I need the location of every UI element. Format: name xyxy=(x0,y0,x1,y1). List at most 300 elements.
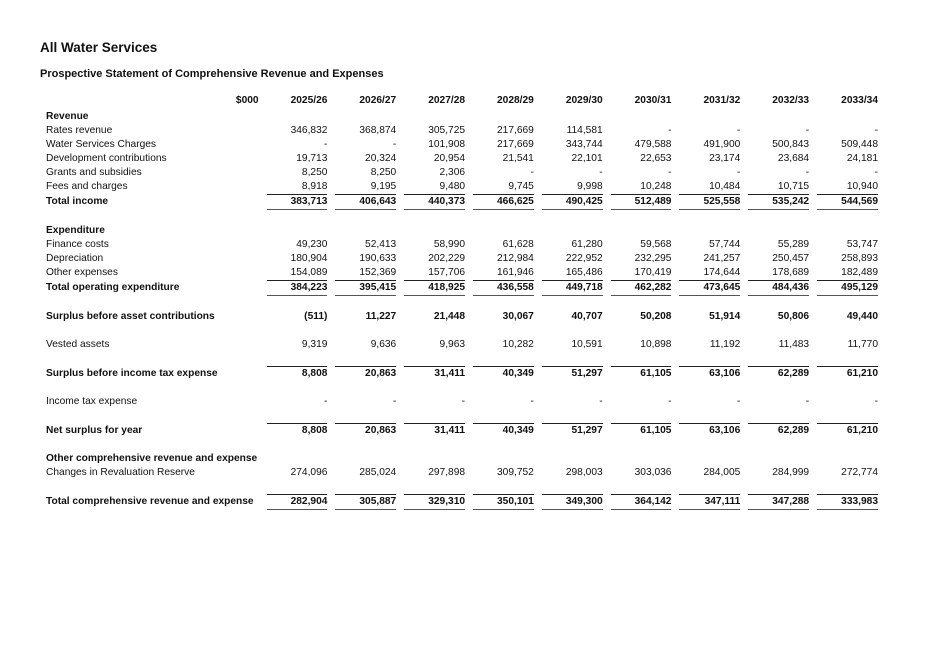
value-cell xyxy=(536,438,605,452)
value-cell xyxy=(398,480,467,494)
value-cell xyxy=(673,194,742,210)
value-cell xyxy=(467,452,536,466)
value-text: 10,715 xyxy=(777,181,810,192)
value-cell xyxy=(398,423,467,438)
value-text: 61,628 xyxy=(502,239,534,250)
value-text: 154,089 xyxy=(290,267,328,278)
spacer-row xyxy=(42,438,880,452)
value-cell xyxy=(536,110,605,124)
value-text xyxy=(673,409,740,423)
value-cell xyxy=(605,110,674,124)
value-text: 40,349 xyxy=(473,366,534,381)
value-cell xyxy=(605,324,674,338)
value-cell xyxy=(467,194,536,210)
value-text: 329,310 xyxy=(404,494,465,510)
value-cell xyxy=(605,238,674,252)
value-cell xyxy=(467,466,536,480)
value-cell xyxy=(398,352,467,366)
value-cell xyxy=(673,296,742,310)
value-text xyxy=(536,409,603,423)
value-text: 174,644 xyxy=(703,267,741,278)
value-text: 284,999 xyxy=(772,467,810,478)
value-cell xyxy=(467,338,536,352)
value-cell xyxy=(536,238,605,252)
value-text: 21,448 xyxy=(433,311,466,322)
value-cell xyxy=(811,224,880,238)
value-text: 10,591 xyxy=(571,339,603,350)
value-text: - xyxy=(599,396,603,407)
value-cell xyxy=(261,395,330,409)
value-cell xyxy=(398,338,467,352)
value-cell xyxy=(329,452,398,466)
value-text: 418,925 xyxy=(404,280,465,296)
row-rates-revenue xyxy=(42,124,880,138)
value-cell xyxy=(742,180,811,194)
value-text xyxy=(536,224,603,238)
value-text: 190,633 xyxy=(359,253,397,264)
value-cell xyxy=(467,352,536,366)
row-water-services-charges xyxy=(42,138,880,152)
value-text xyxy=(467,210,534,224)
value-cell xyxy=(536,224,605,238)
value-text xyxy=(605,381,672,395)
value-cell xyxy=(673,266,742,280)
value-text xyxy=(605,409,672,423)
value-text xyxy=(536,452,603,466)
value-cell xyxy=(536,452,605,466)
value-cell xyxy=(536,395,605,409)
value-text xyxy=(329,381,396,395)
value-cell xyxy=(261,124,330,138)
value-text: 8,918 xyxy=(301,181,328,192)
value-cell xyxy=(261,180,330,194)
value-cell xyxy=(398,381,467,395)
value-cell xyxy=(536,466,605,480)
value-text: - xyxy=(874,396,878,407)
value-cell xyxy=(536,409,605,423)
value-text xyxy=(329,224,396,238)
value-text xyxy=(261,324,328,338)
value-text: - xyxy=(736,167,741,178)
value-cell xyxy=(742,352,811,366)
value-cell xyxy=(605,166,674,180)
value-cell xyxy=(811,180,880,194)
value-cell xyxy=(673,138,742,152)
value-cell xyxy=(811,480,880,494)
value-text: 51,914 xyxy=(709,311,741,322)
value-text: - xyxy=(668,167,672,178)
value-cell xyxy=(605,152,674,166)
value-cell xyxy=(605,338,674,352)
value-text xyxy=(467,110,534,124)
value-cell xyxy=(536,138,605,152)
value-cell xyxy=(742,310,811,324)
value-text: 212,984 xyxy=(497,253,534,264)
value-text xyxy=(261,381,328,395)
value-cell xyxy=(536,381,605,395)
value-text xyxy=(398,438,465,452)
value-cell xyxy=(329,180,398,194)
value-text xyxy=(536,324,603,338)
value-cell xyxy=(261,452,330,466)
value-cell xyxy=(467,166,536,180)
value-text: 509,448 xyxy=(841,139,878,150)
value-cell xyxy=(742,423,811,438)
value-text: 157,706 xyxy=(428,267,466,278)
value-cell xyxy=(329,296,398,310)
value-text xyxy=(673,210,740,224)
value-cell xyxy=(261,480,330,494)
value-text: 30,067 xyxy=(502,311,534,322)
value-cell xyxy=(605,352,674,366)
value-cell xyxy=(467,366,536,381)
value-cell xyxy=(329,466,398,480)
row-fees-and-charges xyxy=(42,180,880,194)
value-text xyxy=(261,438,328,452)
row-revenue xyxy=(42,110,880,124)
value-cell xyxy=(742,152,811,166)
row-income-tax-expense xyxy=(42,395,880,409)
value-text: - xyxy=(805,125,810,136)
value-text xyxy=(742,438,809,452)
value-cell xyxy=(329,395,398,409)
value-cell xyxy=(673,324,742,338)
value-cell xyxy=(811,252,880,266)
value-text: 406,643 xyxy=(335,194,396,210)
value-text: 484,436 xyxy=(748,280,809,296)
value-text: 343,744 xyxy=(565,139,603,150)
value-cell xyxy=(261,409,330,423)
value-text: 9,319 xyxy=(301,339,328,350)
value-text: 535,242 xyxy=(748,194,809,210)
value-cell xyxy=(536,494,605,510)
value-text: 8,808 xyxy=(267,366,328,381)
value-text xyxy=(467,381,534,395)
value-cell xyxy=(605,452,674,466)
value-cell xyxy=(329,210,398,224)
row-vested-assets xyxy=(42,338,880,352)
value-cell xyxy=(329,138,398,152)
value-text xyxy=(605,324,672,338)
value-text: 61,210 xyxy=(817,366,878,381)
value-text: 53,747 xyxy=(846,239,878,250)
row-label: Changes in Revaluation Reserve xyxy=(46,467,195,478)
value-text xyxy=(811,409,878,423)
value-text xyxy=(811,224,878,238)
value-cell xyxy=(398,152,467,166)
row-label xyxy=(42,210,261,224)
value-cell xyxy=(536,366,605,381)
value-text xyxy=(673,438,740,452)
value-text xyxy=(742,324,809,338)
value-cell xyxy=(467,110,536,124)
value-text xyxy=(605,110,672,124)
spacer-row xyxy=(42,480,880,494)
row-label: Fees and charges xyxy=(46,181,128,192)
row-label: Finance costs xyxy=(46,239,109,250)
value-text: - xyxy=(668,125,672,136)
value-text xyxy=(673,381,740,395)
value-text: 52,413 xyxy=(365,239,397,250)
value-cell xyxy=(329,166,398,180)
value-text xyxy=(329,452,396,466)
value-text xyxy=(742,296,809,310)
value-text xyxy=(811,480,878,494)
value-text: 20,324 xyxy=(365,153,397,164)
value-cell xyxy=(261,266,330,280)
value-cell xyxy=(398,438,467,452)
value-cell xyxy=(467,409,536,423)
value-text: - xyxy=(392,396,397,407)
value-cell xyxy=(742,238,811,252)
value-cell xyxy=(398,138,467,152)
value-cell xyxy=(398,366,467,381)
value-text: 202,229 xyxy=(428,253,466,264)
value-text xyxy=(742,381,809,395)
value-text: 63,106 xyxy=(679,366,740,381)
value-cell xyxy=(605,466,674,480)
value-cell xyxy=(742,395,811,409)
value-text: - xyxy=(392,139,397,150)
value-text: 31,411 xyxy=(404,423,465,438)
value-cell xyxy=(398,166,467,180)
value-cell xyxy=(329,423,398,438)
value-text: 20,863 xyxy=(335,366,396,381)
value-cell xyxy=(811,280,880,296)
spacer-row xyxy=(42,296,880,310)
value-cell xyxy=(398,324,467,338)
value-text xyxy=(261,480,328,494)
value-cell xyxy=(467,494,536,510)
value-text: 23,174 xyxy=(709,153,741,164)
value-cell xyxy=(467,266,536,280)
value-cell xyxy=(605,266,674,280)
row-label: Depreciation xyxy=(46,253,104,264)
value-text xyxy=(261,409,328,423)
value-cell xyxy=(811,310,880,324)
value-cell xyxy=(811,409,880,423)
value-text: 232,295 xyxy=(634,253,672,264)
value-cell xyxy=(261,324,330,338)
row-label: Other expenses xyxy=(46,267,118,278)
value-text xyxy=(811,381,878,395)
value-cell xyxy=(811,296,880,310)
value-cell xyxy=(467,381,536,395)
statement-subtitle: Prospective Statement of Comprehensive Revenue and Expenses xyxy=(40,68,384,80)
value-text: 61,105 xyxy=(611,423,672,438)
value-text xyxy=(398,110,465,124)
value-cell xyxy=(467,152,536,166)
value-text xyxy=(536,438,603,452)
value-text: 466,625 xyxy=(473,194,534,210)
value-cell xyxy=(536,124,605,138)
value-text: 9,195 xyxy=(370,181,397,192)
year-header: 2025/26 xyxy=(290,95,328,106)
value-cell xyxy=(261,280,330,296)
value-cell xyxy=(467,324,536,338)
value-cell xyxy=(673,338,742,352)
value-text: 544,569 xyxy=(817,194,878,210)
value-text xyxy=(605,352,672,366)
value-text: 305,887 xyxy=(335,494,396,510)
value-text: 62,289 xyxy=(748,366,809,381)
value-cell xyxy=(811,238,880,252)
value-text xyxy=(467,480,534,494)
row-label: Total comprehensive revenue and expense xyxy=(46,496,254,507)
value-cell xyxy=(605,124,674,138)
value-cell xyxy=(742,138,811,152)
value-cell xyxy=(673,124,742,138)
value-cell xyxy=(673,409,742,423)
value-text: 8,808 xyxy=(267,423,328,438)
value-cell xyxy=(811,494,880,510)
value-text: 11,227 xyxy=(365,311,397,322)
value-text: 384,223 xyxy=(267,280,328,296)
value-text: - xyxy=(530,396,534,407)
row-label: Surplus before income tax expense xyxy=(46,367,218,379)
value-text: 347,111 xyxy=(679,494,740,510)
value-cell xyxy=(605,423,674,438)
row-label xyxy=(42,324,261,338)
value-cell xyxy=(261,252,330,266)
value-cell xyxy=(261,494,330,510)
value-text: 9,963 xyxy=(439,339,466,350)
value-cell xyxy=(261,438,330,452)
value-cell xyxy=(605,224,674,238)
value-cell xyxy=(398,494,467,510)
value-text: 272,774 xyxy=(841,467,878,478)
value-text: 40,349 xyxy=(473,423,534,438)
value-text: 9,745 xyxy=(508,181,534,192)
value-text xyxy=(811,452,878,466)
value-cell xyxy=(673,452,742,466)
value-cell xyxy=(742,381,811,395)
value-text: - xyxy=(324,139,328,150)
row-depreciation xyxy=(42,252,880,266)
row-development-contributions xyxy=(42,152,880,166)
value-cell xyxy=(742,224,811,238)
value-cell xyxy=(605,296,674,310)
value-cell xyxy=(742,124,811,138)
value-text: 11,192 xyxy=(709,339,741,350)
value-text: 298,003 xyxy=(565,467,603,478)
value-cell xyxy=(742,252,811,266)
value-cell xyxy=(811,324,880,338)
value-cell xyxy=(673,224,742,238)
value-cell xyxy=(467,310,536,324)
value-text xyxy=(811,210,878,224)
spacer-row xyxy=(42,409,880,423)
value-text xyxy=(605,224,672,238)
value-text xyxy=(261,296,328,310)
value-cell xyxy=(261,381,330,395)
row-other-comprehensive-revenue-and-expense xyxy=(42,452,880,466)
value-cell xyxy=(261,466,330,480)
value-text xyxy=(467,438,534,452)
value-text: 11,483 xyxy=(778,339,810,350)
value-cell xyxy=(329,352,398,366)
value-text: 449,718 xyxy=(542,280,603,296)
value-cell xyxy=(261,352,330,366)
value-text: 274,096 xyxy=(290,467,328,478)
value-cell xyxy=(536,166,605,180)
value-text xyxy=(398,352,465,366)
header-row xyxy=(42,92,880,110)
value-text: 178,689 xyxy=(772,267,810,278)
value-text: 180,904 xyxy=(290,253,328,264)
year-header: 2027/28 xyxy=(428,95,466,106)
value-cell xyxy=(811,210,880,224)
unit-label: $000 xyxy=(235,95,259,106)
value-cell xyxy=(811,166,880,180)
value-text xyxy=(329,480,396,494)
value-text xyxy=(261,210,328,224)
value-text: 19,713 xyxy=(296,153,328,164)
value-text: 49,440 xyxy=(846,311,878,322)
value-text: 350,101 xyxy=(473,494,534,510)
value-cell xyxy=(605,409,674,423)
value-cell xyxy=(673,152,742,166)
value-text: 297,898 xyxy=(428,467,466,478)
value-cell xyxy=(673,280,742,296)
value-cell xyxy=(673,210,742,224)
value-text: 40,707 xyxy=(571,311,603,322)
value-text: 49,230 xyxy=(296,239,328,250)
value-cell xyxy=(329,266,398,280)
value-text: 10,282 xyxy=(502,339,534,350)
value-text: 170,419 xyxy=(634,267,672,278)
value-cell xyxy=(673,366,742,381)
value-text xyxy=(605,296,672,310)
value-cell xyxy=(329,280,398,296)
value-text: 9,636 xyxy=(370,339,397,350)
value-text xyxy=(398,210,465,224)
value-text xyxy=(398,324,465,338)
value-text: 50,806 xyxy=(777,311,810,322)
value-text xyxy=(329,438,396,452)
value-cell xyxy=(673,466,742,480)
value-text: - xyxy=(874,125,878,136)
value-cell xyxy=(536,480,605,494)
value-text: - xyxy=(736,396,741,407)
row-surplus-before-income-tax-expense xyxy=(42,366,880,381)
value-text: 217,669 xyxy=(497,139,534,150)
value-text xyxy=(673,224,740,238)
value-text: 61,280 xyxy=(571,239,603,250)
value-cell xyxy=(398,180,467,194)
value-cell xyxy=(467,210,536,224)
value-cell xyxy=(742,494,811,510)
value-cell xyxy=(742,194,811,210)
value-cell xyxy=(536,266,605,280)
value-text xyxy=(536,296,603,310)
value-cell xyxy=(467,296,536,310)
value-text: 22,653 xyxy=(640,153,672,164)
value-text: 284,005 xyxy=(703,467,741,478)
value-text xyxy=(742,452,809,466)
value-cell xyxy=(261,138,330,152)
value-text: 309,752 xyxy=(497,467,534,478)
value-cell xyxy=(605,381,674,395)
value-text: 222,952 xyxy=(565,253,603,264)
value-text xyxy=(261,352,328,366)
year-header: 2033/34 xyxy=(841,95,878,106)
value-text xyxy=(467,409,534,423)
value-cell xyxy=(742,409,811,423)
value-cell xyxy=(742,280,811,296)
row-changes-in-revaluation-reserve xyxy=(42,466,880,480)
value-cell xyxy=(329,366,398,381)
